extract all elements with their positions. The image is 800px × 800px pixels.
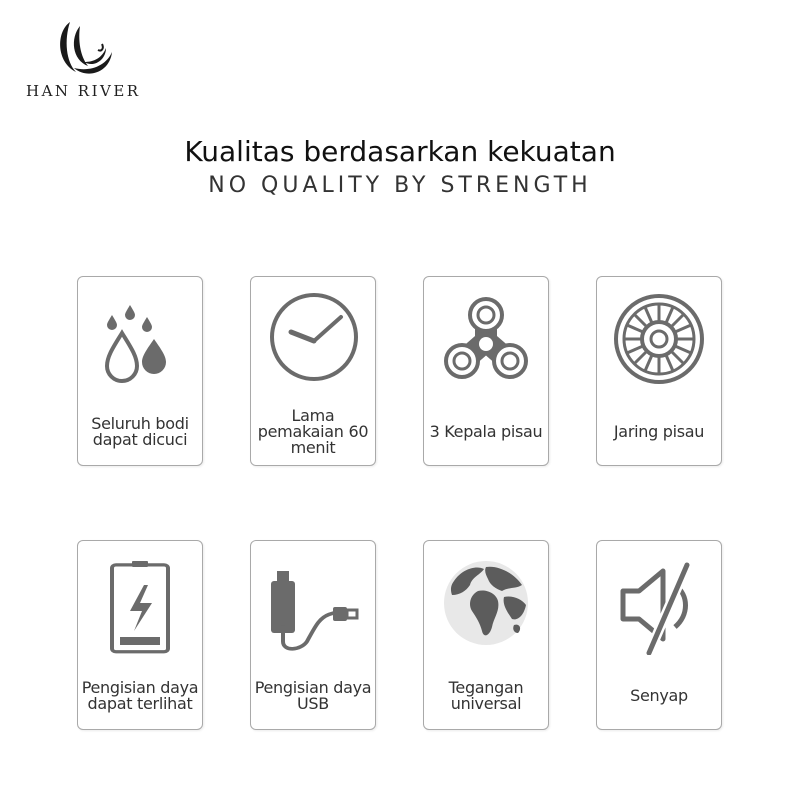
- brand-logo: [26, 18, 166, 104]
- three-heads-icon: [436, 291, 536, 391]
- feature-label: Pengisian daya dapat terlihat: [81, 678, 199, 713]
- feature-card-washable: [77, 276, 203, 466]
- clock-icon: [263, 291, 363, 391]
- feature-label: Pengisian daya USB: [254, 678, 372, 713]
- feature-card-runtime: [250, 276, 376, 466]
- usb-cable-icon: [263, 555, 363, 655]
- feature-card-blade-mesh: [596, 276, 722, 466]
- feature-card-usb-charge: [250, 540, 376, 730]
- page-subtitle: NO QUALITY BY STRENGTH: [208, 173, 592, 198]
- feature-label: Tegangan universal: [448, 678, 524, 713]
- brand-name: HAN RIVER: [26, 82, 141, 100]
- feature-card-charge-visible: [77, 540, 203, 730]
- feature-label: Seluruh bodi dapat dicuci: [91, 414, 189, 449]
- blade-mesh-icon: [609, 291, 709, 391]
- page-title: Kualitas berdasarkan kekuatan: [184, 135, 616, 168]
- feature-card-three-heads: [423, 276, 549, 466]
- swirl-logo-icon: [54, 18, 116, 80]
- feature-label: Jaring pisau: [613, 422, 705, 441]
- feature-card-silent: [596, 540, 722, 730]
- feature-card-universal-voltage: [423, 540, 549, 730]
- feature-label: Senyap: [630, 686, 688, 705]
- battery-charging-icon: [90, 555, 190, 655]
- water-drops-icon: [90, 291, 190, 391]
- mute-speaker-icon: [609, 555, 709, 655]
- globe-icon: [436, 555, 536, 655]
- feature-label: Lama pemakaian 60 menit: [257, 406, 369, 457]
- feature-label: 3 Kepala pisau: [429, 422, 543, 441]
